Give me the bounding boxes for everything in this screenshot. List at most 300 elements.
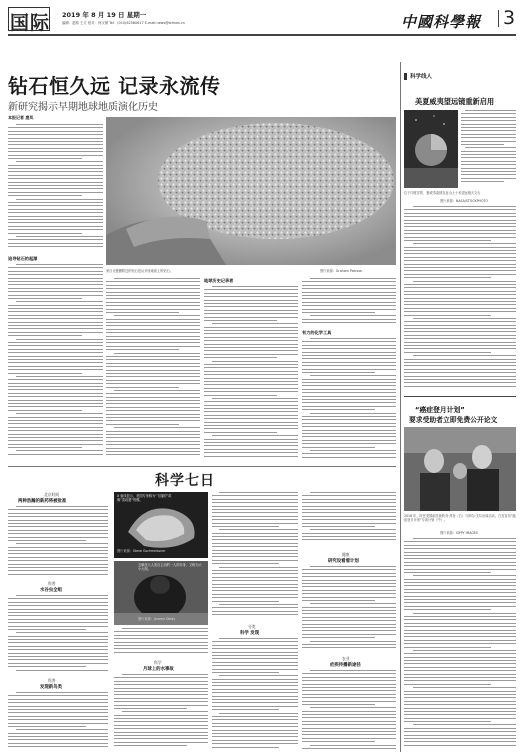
text-line	[8, 311, 103, 312]
text-line	[204, 333, 298, 334]
text-line	[16, 632, 108, 633]
text-line	[204, 442, 298, 443]
text-line	[8, 295, 103, 296]
text-line	[8, 639, 108, 640]
text-line	[8, 719, 108, 720]
text-line	[16, 670, 108, 671]
text-line	[8, 622, 108, 623]
text-line	[16, 376, 103, 377]
text-line	[212, 607, 298, 608]
text-line	[8, 322, 103, 323]
sidebar-divider	[404, 396, 516, 397]
text-line	[302, 352, 396, 353]
telescope-photo-graphic	[404, 110, 458, 188]
text-line	[310, 375, 396, 376]
text-line	[404, 267, 516, 268]
text-line	[310, 670, 396, 671]
text-line	[219, 675, 298, 676]
text-line	[404, 619, 516, 620]
text-line	[114, 681, 208, 682]
text-line	[212, 658, 298, 659]
text-line	[404, 697, 516, 698]
text-line	[404, 647, 491, 648]
cancer-moonshot-title-1: “癌症登月计划”	[415, 406, 465, 414]
text-line	[8, 420, 103, 421]
text-line	[8, 406, 103, 407]
text-line	[8, 362, 103, 363]
text-line	[302, 607, 396, 608]
text-line	[106, 441, 200, 442]
text-line	[302, 684, 396, 685]
text-line	[204, 428, 298, 429]
text-line	[8, 666, 86, 667]
text-line	[404, 599, 516, 600]
text-line	[404, 718, 516, 719]
text-line	[8, 222, 103, 223]
sw-item-3: 发现新鸟类	[40, 685, 62, 690]
text-line	[106, 305, 200, 306]
text-line	[204, 374, 298, 375]
text-line	[114, 694, 208, 695]
text-line	[302, 697, 396, 698]
text-line	[461, 127, 516, 128]
text-line	[204, 367, 298, 368]
text-line	[106, 454, 200, 455]
text-line	[302, 580, 396, 581]
text-line	[16, 199, 103, 200]
text-line	[302, 433, 396, 434]
text-line	[404, 328, 516, 329]
text-line	[204, 439, 298, 440]
text-line	[212, 546, 298, 547]
text-line	[114, 718, 208, 719]
text-line	[302, 292, 396, 293]
text-line	[302, 399, 396, 400]
text-line	[404, 345, 516, 346]
text-line	[114, 688, 208, 689]
text-line	[302, 385, 396, 386]
text-line	[404, 558, 516, 559]
text-line	[16, 543, 108, 544]
lead-body-col4a	[302, 278, 396, 326]
text-line	[302, 717, 396, 718]
text-line	[212, 736, 298, 737]
text-line	[461, 113, 516, 114]
text-line	[302, 533, 396, 534]
text-line	[204, 293, 298, 294]
text-line	[106, 309, 200, 310]
text-line	[8, 246, 103, 247]
text-line	[404, 606, 516, 607]
text-line	[8, 134, 103, 135]
text-line	[106, 288, 200, 289]
text-line	[404, 321, 516, 322]
text-line	[8, 373, 82, 374]
text-line	[8, 185, 103, 186]
text-line	[404, 677, 516, 678]
text-line	[404, 335, 516, 336]
column-rule-right	[400, 62, 401, 752]
text-line	[106, 431, 200, 432]
text-line	[8, 547, 108, 548]
text-line	[8, 513, 108, 514]
text-line	[302, 416, 396, 417]
text-line	[8, 733, 108, 734]
text-line	[8, 396, 103, 397]
text-line	[310, 641, 396, 642]
text-line	[404, 298, 516, 299]
text-line	[404, 325, 516, 326]
text-line	[8, 168, 103, 169]
text-line	[413, 650, 516, 651]
text-line	[212, 685, 298, 686]
text-line	[8, 615, 108, 616]
text-line	[114, 691, 208, 692]
text-line	[8, 553, 108, 554]
text-line	[204, 418, 298, 419]
text-line	[212, 733, 298, 734]
text-line	[404, 274, 516, 275]
text-line	[302, 345, 396, 346]
text-line	[404, 602, 516, 603]
text-line	[8, 318, 103, 319]
text-line	[302, 319, 396, 320]
text-line	[16, 729, 108, 730]
sw-item-6: 研究设看看计划	[328, 559, 359, 564]
text-line	[404, 663, 516, 664]
text-line	[8, 219, 103, 220]
text-line	[404, 291, 516, 292]
text-line	[8, 379, 103, 380]
text-line	[219, 713, 298, 714]
text-line	[302, 687, 396, 688]
text-line	[404, 667, 516, 668]
xray-photo-credit: 图片来源：Steve Gschmeissner	[117, 549, 166, 553]
text-line	[8, 243, 103, 244]
text-line	[302, 423, 396, 424]
text-line	[8, 151, 103, 152]
text-line	[404, 731, 516, 732]
text-line	[404, 311, 516, 312]
text-line	[404, 572, 491, 573]
text-line	[8, 386, 103, 387]
text-line	[212, 740, 298, 741]
text-line	[204, 347, 298, 348]
text-line	[404, 250, 516, 251]
text-line	[302, 690, 396, 691]
text-line	[302, 728, 396, 729]
text-line	[404, 674, 516, 675]
text-line	[106, 376, 200, 377]
text-line	[8, 560, 108, 561]
lead-body-col2	[106, 278, 200, 461]
text-line	[212, 594, 298, 595]
text-line	[212, 665, 298, 666]
sw-body-5	[114, 674, 208, 752]
text-line	[16, 301, 103, 302]
text-line	[114, 645, 208, 646]
text-line	[310, 603, 396, 604]
text-line	[404, 308, 516, 309]
text-line	[106, 387, 179, 388]
text-line	[461, 164, 516, 165]
text-line	[8, 430, 103, 431]
text-line	[404, 701, 516, 702]
text-line	[212, 692, 298, 693]
text-line	[302, 526, 375, 527]
text-line	[114, 631, 208, 632]
text-line	[404, 304, 516, 305]
text-line	[204, 310, 298, 311]
text-line	[8, 226, 103, 227]
text-line	[219, 567, 298, 568]
text-line	[404, 582, 516, 583]
text-line	[219, 492, 298, 493]
text-line	[106, 336, 200, 337]
text-line	[106, 424, 179, 425]
text-line	[114, 427, 200, 428]
text-line	[404, 565, 516, 566]
text-line	[204, 415, 298, 416]
text-line	[302, 365, 396, 366]
text-line	[8, 141, 103, 142]
text-line	[302, 748, 396, 749]
text-line	[106, 380, 200, 381]
text-line	[106, 349, 179, 350]
text-line	[204, 289, 298, 290]
text-line	[310, 492, 396, 493]
text-line	[8, 626, 108, 627]
sidebar-top-title: 美夏威夷望远镜重新启用	[415, 97, 495, 106]
text-line	[106, 329, 200, 330]
text-line	[8, 205, 103, 206]
text-line	[404, 277, 491, 278]
text-line	[404, 640, 516, 641]
sw-item-1: 两种浩瀚的新药将被批准	[18, 499, 67, 504]
text-line	[8, 649, 108, 650]
text-line	[16, 413, 103, 414]
text-line	[212, 730, 298, 731]
text-line	[413, 206, 516, 207]
text-line	[413, 318, 516, 319]
text-line	[204, 337, 298, 338]
text-line	[212, 495, 298, 496]
text-line	[404, 728, 516, 729]
text-line	[8, 609, 108, 610]
sw-body-10	[302, 670, 396, 752]
text-line	[8, 567, 108, 568]
gorilla-photo-credit: 图片来源：Jerome Delay	[138, 617, 176, 621]
text-line	[106, 437, 200, 438]
text-line	[404, 287, 516, 288]
text-line	[212, 655, 298, 656]
text-line	[8, 423, 103, 424]
diamond-photo-caption: 来自北极圈附近的钻石是从多座地面上的钻石。	[106, 269, 173, 273]
text-line	[106, 363, 200, 364]
text-line	[404, 691, 516, 692]
text-line	[302, 298, 396, 299]
sidebar-top-body-b	[404, 206, 516, 391]
text-line	[8, 540, 86, 541]
sw-body-3	[8, 692, 108, 752]
diamond-photo	[106, 117, 396, 265]
biden-photo-credit: 图片来源：SIPPY IMAGES	[440, 531, 478, 535]
text-line	[302, 573, 396, 574]
text-line	[413, 687, 516, 688]
text-line	[302, 512, 396, 513]
text-line	[302, 379, 396, 380]
text-line	[404, 657, 516, 658]
text-line	[212, 516, 298, 517]
text-line	[8, 653, 108, 654]
text-line	[461, 174, 516, 175]
sw-item-2: 水谷虫全组	[40, 588, 62, 593]
text-line	[212, 584, 298, 585]
text-line	[404, 541, 516, 542]
lead-body-col1b	[8, 264, 103, 460]
text-line	[106, 319, 200, 320]
text-line	[302, 620, 396, 621]
text-line	[404, 331, 516, 332]
text-line	[106, 281, 200, 282]
text-line	[114, 735, 208, 736]
text-line	[212, 580, 298, 581]
text-line	[404, 684, 491, 685]
text-line	[212, 611, 298, 612]
text-line	[404, 548, 516, 549]
text-line	[212, 435, 298, 436]
text-line	[8, 216, 103, 217]
text-line	[204, 405, 298, 406]
text-line	[106, 292, 200, 293]
text-line	[404, 633, 516, 634]
text-line	[106, 393, 200, 394]
text-line	[204, 432, 277, 433]
text-line	[8, 229, 103, 230]
text-line	[413, 724, 516, 725]
text-line	[106, 302, 200, 303]
text-line	[302, 447, 375, 448]
text-line	[212, 553, 298, 554]
text-line	[106, 407, 200, 408]
text-line	[106, 366, 200, 367]
text-line	[404, 670, 516, 671]
text-line	[204, 357, 277, 358]
text-line	[404, 348, 516, 349]
text-line	[114, 738, 208, 739]
text-line	[302, 453, 396, 454]
text-line	[404, 260, 516, 261]
biden-photo	[404, 427, 516, 511]
sw-tag-6: 健康	[342, 552, 350, 557]
text-line	[302, 305, 396, 306]
text-line	[212, 645, 298, 646]
text-line	[212, 597, 298, 598]
text-line	[404, 630, 516, 631]
text-line	[204, 445, 298, 446]
text-line	[302, 440, 396, 441]
text-line	[8, 400, 103, 401]
text-line	[212, 706, 298, 707]
text-line	[106, 342, 200, 343]
text-line	[212, 702, 298, 703]
text-line	[8, 131, 103, 132]
text-line	[302, 281, 396, 282]
text-line	[114, 725, 208, 726]
text-line	[404, 352, 491, 353]
text-line	[302, 355, 396, 356]
text-line	[302, 617, 396, 618]
text-line	[212, 398, 298, 399]
sw-tag-1: 北京时间	[44, 492, 60, 497]
text-line	[461, 124, 516, 125]
text-line	[310, 529, 396, 530]
text-line	[413, 575, 516, 576]
text-line	[302, 536, 396, 537]
text-line	[114, 701, 208, 702]
text-line	[465, 147, 516, 148]
sidebar-top-body-a	[461, 110, 516, 188]
text-line	[461, 157, 516, 158]
text-line	[219, 529, 298, 530]
text-line	[404, 589, 516, 590]
text-line	[204, 425, 298, 426]
text-line	[404, 745, 516, 746]
text-line	[8, 695, 108, 696]
text-line	[16, 506, 108, 507]
text-line	[8, 612, 108, 613]
text-line	[8, 144, 103, 145]
text-line	[8, 267, 103, 268]
text-line	[106, 298, 200, 299]
text-line	[8, 233, 82, 234]
text-line	[404, 369, 516, 370]
text-line	[302, 285, 396, 286]
text-line	[204, 449, 298, 450]
text-line	[404, 721, 491, 722]
text-line	[404, 338, 516, 339]
text-line	[404, 711, 516, 712]
text-line	[302, 701, 396, 702]
text-line	[8, 195, 82, 196]
text-line	[461, 151, 516, 152]
text-line	[404, 616, 516, 617]
text-line	[8, 138, 103, 139]
text-line	[404, 253, 516, 254]
text-line	[114, 278, 200, 279]
text-line	[212, 509, 298, 510]
text-line	[8, 288, 103, 289]
text-line	[114, 721, 208, 722]
text-line	[8, 389, 103, 390]
text-line	[461, 178, 516, 179]
text-line	[310, 450, 396, 451]
text-line	[8, 345, 103, 346]
lead-subtitle: 新研究揭示早期地球地质演化历史	[8, 102, 158, 113]
text-line	[8, 281, 103, 282]
text-line	[8, 726, 86, 727]
page-header	[0, 0, 524, 33]
xray-photo-text: X 射线显示，美国专家称为“飞翔的”或像“泰坦猎”的蝶。	[117, 494, 172, 502]
text-line	[404, 216, 516, 217]
text-line	[302, 382, 396, 383]
text-line	[302, 583, 396, 584]
text-line	[310, 745, 396, 746]
text-line	[106, 325, 200, 326]
text-line	[302, 312, 375, 313]
text-line	[404, 623, 516, 624]
text-line	[16, 450, 103, 451]
